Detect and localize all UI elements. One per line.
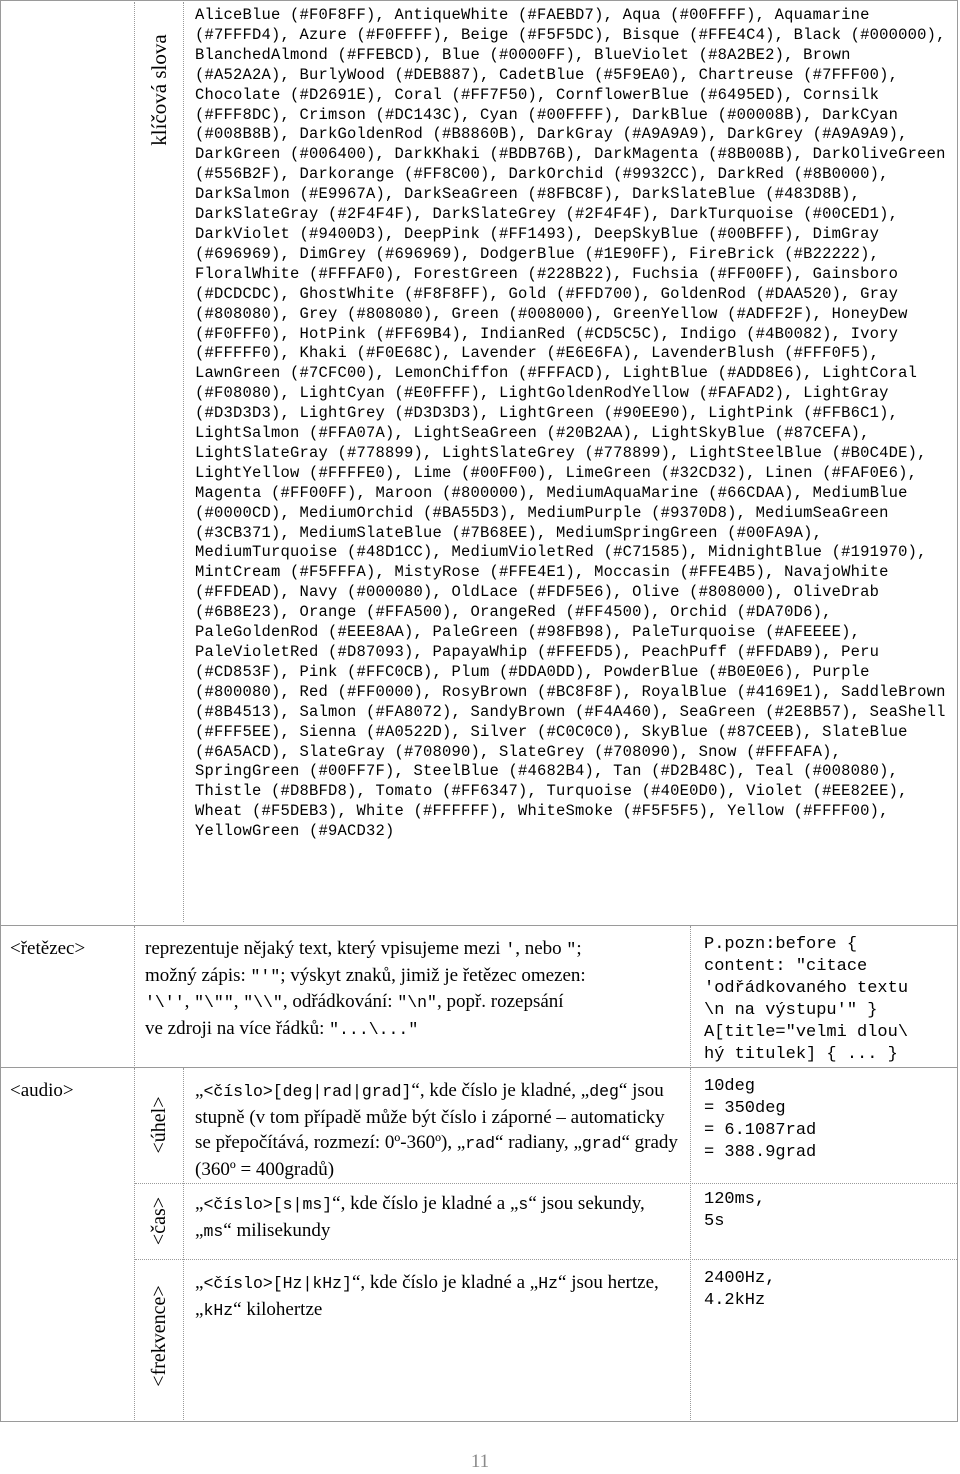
desc-column-divider-string [134,926,135,1066]
time-vertical-label: <čas> [148,1196,170,1246]
angle-example: 10deg = 350deg = 6.1087rad = 388.9grad [704,1077,817,1162]
page-number: 11 [470,1451,490,1472]
time-example: 120ms, 5s [704,1190,766,1231]
row-divider-audio [0,1067,958,1068]
example-column-divider-audio [690,1068,691,1422]
example-column-divider-string [690,926,691,1066]
frequency-vertical-label: <frekvence> [148,1285,170,1387]
string-row-label: <řetězec> [10,938,86,959]
keywords-vertical-header: klíčová slova [147,34,171,146]
audio-row-label: <audio> [10,1080,74,1101]
string-example: P.pozn:before { content: "citace 'odřádkovaného textu \n na výstupu'" } A[title="velmi dlou\ hý titulek] { ... } [704,935,909,1064]
audio-divider-time-frequency [135,1259,957,1260]
string-description: reprezentuje nějaký text, který vpisujeme mezi ', nebo "; možný zápis: "'"; výskyt znaků, jimiž je řetězec omezen: '\'', "\"", "\\", odřádkování: "\n", popř. rozepsání ve zdroji na více řádků: "...\..." [145,938,586,1039]
angle-vertical-label: <úhel> [148,1096,170,1154]
color-keywords-list: AliceBlue (#F0F8FF), AntiqueWhite (#FAEBD7), Aqua (#00FFFF), Aquamarine (#7FFFD4), Azure (#F0FFFF), Beige (#F5F5DC), Bisque (#FFE4C4), Black (#000000), BlanchedAlmond (#FFEBCD), Blue (#0000FF), BlueViolet (#8A2BE2), Brown (#A52A2A), BurlyWood (#DEB887), CadetBlue (#5F9EA0), Chartreuse (#7FFF00), Chocolate (#D2691E), Coral (#FF7F50), CornflowerBlue (#6495ED), Cornsilk (#FFF8DC), Crimson (#DC143C), Cyan (#00FFFF), DarkBlue (#00008B), DarkCyan (#008B8B), DarkGoldenRod (#B8860B), DarkGray (#A9A9A9), DarkGrey (#A9A9A9), DarkGreen (#006400), DarkKhaki (#BDB76B), DarkMagenta (#8B008B), DarkOliveGreen (#556B2F), Darkorange (#FF8C00), DarkOrchid (#9932CC), DarkRed (#8B0000), DarkSalmon (#E9967A), DarkSeaGreen (#8FBC8F), DarkSlateBlue (#483D8B), DarkSlateGray (#2F4F4F), DarkSlateGrey (#2F4F4F), DarkTurquoise (#00CED1), DarkViolet (#9400D3), DeepPink (#FF1493), DeepSkyBlue (#00BFFF), DimGray (#696969), DimGrey (#696969), DodgerBlue (#1E90FF), FireBrick (#B22222), FloralWhite (#FFFAF0), ForestGreen (#228B22), Fuchsia (#FF00FF), Gainsboro (#DCDCDC), GhostWhite (#F8F8FF), Gold (#FFD700), GoldenRod (#DAA520), Gray (#808080), Grey (#808080), Green (#008000), GreenYellow (#ADFF2F), HoneyDew (#F0FFF0), HotPink (#FF69B4), IndianRed (#CD5C5C), Indigo (#4B0082), Ivory (#FFFFF0), Khaki (#F0E68C), Lavender (#E6E6FA), LavenderBlush (#FFF0F5), LawnGreen (#7CFC00), LemonChiffon (#FFFACD), LightBlue (#ADD8E6), LightCoral (#F08080), LightCyan (#E0FFFF), LightGoldenRodYellow (#FAFAD2), LightGray (#D3D3D3), LightGrey (#D3D3D3), LightGreen (#90EE90), LightPink (#FFB6C1), LightSalmon (#FFA07A), LightSeaGreen (#20B2AA), LightSkyBlue (#87CEFA), LightSlateGray (#778899), LightSlateGrey (#778899), LightSteelBlue (#B0C4DE), LightYellow (#FFFFE0), Lime (#00FF00), LimeGreen (#32CD32), Linen (#FAF0E6), Magenta (#FF00FF), Maroon (#800000), MediumAquaMarine (#66CDAA), MediumBlue (#0000CD), MediumOrchid (#BA55D3), MediumPurple (#9370D8), MediumSeaGreen (#3CB371), MediumSlateBlue (#7B68EE), MediumSpringGreen (#00FA9A), MediumTurquoise (#48D1CC), MediumVioletRed (#C71585), MidnightBlue (#191970), MintCream (#F5FFFA), MistyRose (#FFE4E1), Moccasin (#FFE4B5), NavajoWhite (#FFDEAD), Navy (#000080), OldLace (#FDF5E6), Olive (#808000), OliveDrab (#6B8E23), Orange (#FFA500), OrangeRed (#FF4500), Orchid (#DA70D6), PaleGoldenRod (#EEE8AA), PaleGreen (#98FB98), PaleTurquoise (#AFEEEE), PaleVioletRed (#D87093), PapayaWhip (#FFEFD5), PeachPuff (#FFDAB9), Peru (#CD853F), Pink (#FFC0CB), Plum (#DDA0DD), PowderBlue (#B0E0E6), Purple (#800080), Red (#FF0000), RosyBrown (#BC8F8F), RoyalBlue (#4169E1), SaddleBrown (#8B4513), Salmon (#FA8072), SandyBrown (#F4A460), SeaGreen (#2E8B57), SeaShell (#FFF5EE), Sienna (#A0522D), Silver (#C0C0C0), SkyBlue (#87CEEB), SlateBlue (#6A5ACD), SlateGray (#708090), SlateGrey (#708090), Snow (#FFFAFA), SpringGreen (#00FF7F), SteelBlue (#4682B4), Tan (#D2B48C), Teal (#008080), Thistle (#D8BFD8), Tomato (#FF6347), Turquoise (#40E0D0), Violet (#EE82EE), Wheat (#F5DEB3), White (#FFFFFF), WhiteSmoke (#F5F5F5), Yellow (#FFFF00), YellowGreen (#9ACD32) [195,6,956,841]
frequency-example: 2400Hz, 4.2kHz [704,1269,776,1310]
angle-description: „<číslo>[deg|rad|grad]“, kde číslo je kladné, „deg“ jsou stupně (v tom případě může být číslo i záporné – automaticky se přepočítává, rozmezí: 0º-360º), „rad“ radiany, „grad“ grady (360º = 400gradů) [195,1080,678,1180]
audio-subcol-divider [134,1068,135,1422]
keyword-column-divider [134,2,135,922]
row-divider-string [0,925,958,926]
frequency-description: „<číslo>[Hz|kHz]“, kde číslo je kladné a „Hz“ jsou hertze, „kHz“ kilohertze [195,1272,659,1320]
audio-subcol-divider-2 [183,1068,184,1422]
keyword-column-divider-right [183,2,184,922]
audio-divider-angle-time [135,1183,957,1184]
time-description: „<číslo>[s|ms]“, kde číslo je kladné a „s“ jsou sekundy, „ms“ milisekundy [195,1193,645,1241]
